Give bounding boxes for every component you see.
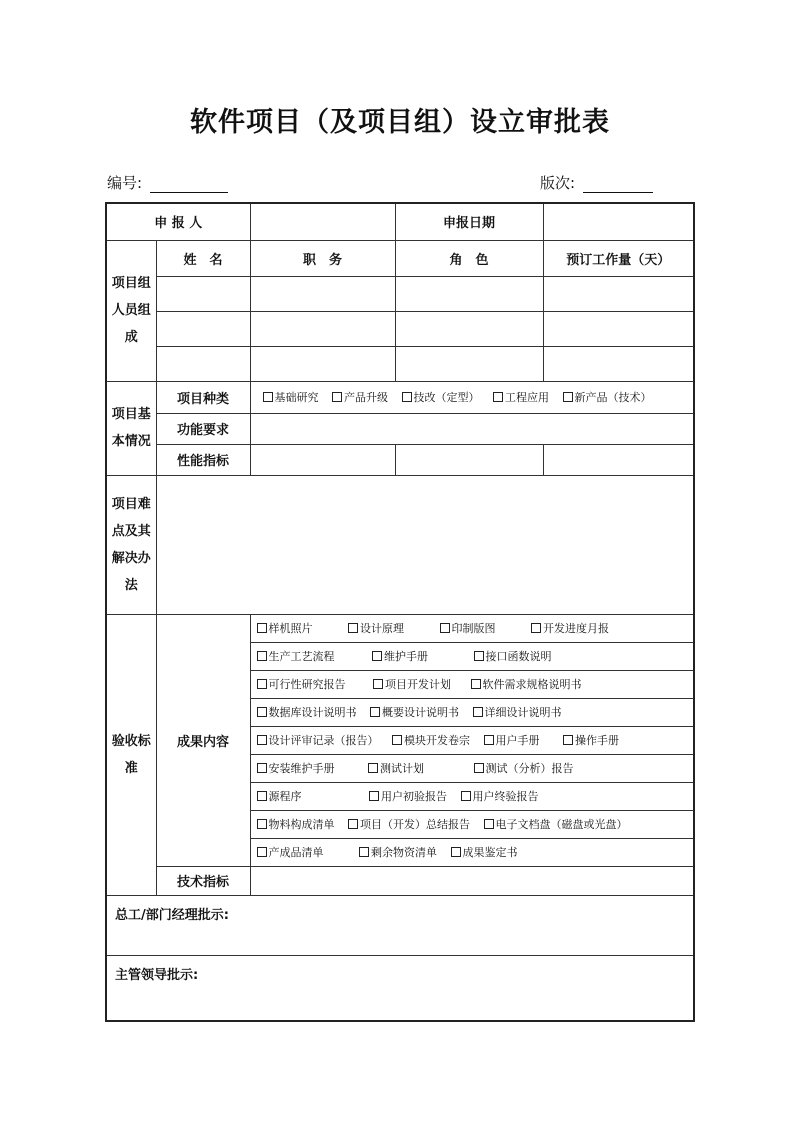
member-name-cell[interactable] xyxy=(156,276,250,311)
member-role-cell[interactable] xyxy=(395,346,543,381)
checkbox-icon xyxy=(263,392,273,402)
col-title-header: 职 务 xyxy=(250,240,395,276)
checkbox-icon xyxy=(257,735,267,745)
results-items xyxy=(250,810,694,838)
checkbox-icon xyxy=(451,847,461,857)
checkbox-item[interactable]: 项目（开发）总结报告 xyxy=(348,818,470,831)
checkbox-item[interactable]: 详细设计说明书 xyxy=(473,706,562,719)
version-field xyxy=(540,172,653,193)
checkbox-item[interactable]: 模块开发卷宗 xyxy=(392,734,470,747)
members-section-label: 项目组人员组成 xyxy=(106,240,156,381)
checkbox-icon xyxy=(257,791,267,801)
option-tech-improve[interactable]: 技改（定型） xyxy=(402,391,480,404)
checkbox-item[interactable]: 电子文档盘（磁盘或光盘） xyxy=(484,818,628,831)
performance-cell[interactable] xyxy=(395,444,543,475)
number-blank[interactable] xyxy=(150,176,228,193)
difficulty-label: 项目难点及其解决办法 xyxy=(106,475,156,614)
checkbox-icon xyxy=(493,392,503,402)
table-row xyxy=(106,311,694,346)
function-label: 功能要求 xyxy=(156,413,250,444)
checkbox-item[interactable]: 印制版图 xyxy=(440,622,496,635)
checkbox-item[interactable]: 样机照片 xyxy=(257,622,313,635)
checkbox-item[interactable]: 可行性研究报告 xyxy=(257,678,346,691)
col-role-header: 角 色 xyxy=(395,240,543,276)
results-items xyxy=(250,698,694,726)
applicant-row xyxy=(106,203,694,240)
checkbox-item[interactable]: 用户终验报告 xyxy=(461,790,539,803)
member-title-cell[interactable] xyxy=(250,311,395,346)
tech-label: 技术指标 xyxy=(156,866,250,895)
basic-section-label: 项目基本情况 xyxy=(106,381,156,475)
checkbox-item[interactable]: 设计原理 xyxy=(348,622,404,635)
project-type-label: 项目种类 xyxy=(156,381,250,413)
checkbox-item[interactable]: 概要设计说明书 xyxy=(370,706,459,719)
results-items xyxy=(250,614,694,642)
results-items xyxy=(250,838,694,866)
checkbox-icon xyxy=(257,707,267,717)
checkbox-icon xyxy=(402,392,412,402)
applicant-label: 申 报 人 xyxy=(106,203,250,240)
checkbox-icon xyxy=(531,623,541,633)
checkbox-item[interactable]: 测试计划 xyxy=(368,762,424,775)
checkbox-icon xyxy=(461,791,471,801)
option-product-upgrade[interactable]: 产品升级 xyxy=(332,391,388,404)
col-workload-header: 预订工作量（天） xyxy=(543,240,694,276)
checkbox-item[interactable]: 用户手册 xyxy=(484,734,540,747)
checkbox-icon xyxy=(471,679,481,689)
checkbox-icon xyxy=(257,819,267,829)
results-items xyxy=(250,642,694,670)
checkbox-item[interactable]: 维护手册 xyxy=(372,650,428,663)
checkbox-item[interactable]: 项目开发计划 xyxy=(373,678,451,691)
checkbox-icon xyxy=(484,735,494,745)
chief-engineer-comment[interactable] xyxy=(106,895,694,955)
checkbox-item[interactable]: 剩余物资清单 xyxy=(359,846,437,859)
member-workload-cell[interactable] xyxy=(543,276,694,311)
tech-row xyxy=(106,866,694,895)
checkbox-item[interactable]: 测试（分析）报告 xyxy=(474,762,574,775)
member-role-cell[interactable] xyxy=(395,276,543,311)
checkbox-icon xyxy=(373,679,383,689)
checkbox-icon xyxy=(257,623,267,633)
performance-cell[interactable] xyxy=(543,444,694,475)
page-title: 软件项目（及项目组）设立审批表 xyxy=(190,107,610,138)
results-label: 成果内容 xyxy=(156,614,250,866)
checkbox-item[interactable]: 开发进度月报 xyxy=(531,622,609,635)
member-workload-cell[interactable] xyxy=(543,346,694,381)
checkbox-item[interactable]: 源程序 xyxy=(257,790,302,803)
checkbox-icon xyxy=(348,819,358,829)
option-basic-research[interactable]: 基础研究 xyxy=(263,391,319,404)
member-title-cell[interactable] xyxy=(250,276,395,311)
difficulty-row xyxy=(106,475,694,614)
date-value[interactable] xyxy=(543,203,694,240)
table-row xyxy=(106,276,694,311)
checkbox-item[interactable]: 成果鉴定书 xyxy=(451,846,518,859)
performance-row xyxy=(106,444,694,475)
checkbox-icon xyxy=(372,651,382,661)
checkbox-icon xyxy=(484,819,494,829)
checkbox-icon xyxy=(440,623,450,633)
date-label: 申报日期 xyxy=(395,203,543,240)
version-label: 版次: xyxy=(540,174,576,192)
applicant-value[interactable] xyxy=(250,203,395,240)
performance-label: 性能指标 xyxy=(156,444,250,475)
checkbox-icon xyxy=(257,847,267,857)
function-value[interactable] xyxy=(250,413,694,444)
member-name-cell[interactable] xyxy=(156,311,250,346)
results-items xyxy=(250,670,694,698)
checkbox-icon xyxy=(474,763,484,773)
project-type-options xyxy=(250,381,694,413)
number-label: 编号: xyxy=(107,174,143,192)
member-name-cell[interactable] xyxy=(156,346,250,381)
checkbox-icon xyxy=(473,707,483,717)
checkbox-icon xyxy=(563,735,573,745)
members-header-row xyxy=(106,240,694,276)
checkbox-icon xyxy=(392,735,402,745)
checkbox-item[interactable]: 软件需求规格说明书 xyxy=(471,678,582,691)
checkbox-item[interactable]: 设计评审记录（报告） xyxy=(257,734,379,747)
checkbox-item[interactable]: 物料构成清单 xyxy=(257,818,335,831)
member-workload-cell[interactable] xyxy=(543,311,694,346)
results-items xyxy=(250,754,694,782)
version-blank[interactable] xyxy=(583,176,653,193)
checkbox-item[interactable]: 安装维护手册 xyxy=(257,762,335,775)
tech-value[interactable] xyxy=(250,866,694,895)
leader-comment[interactable] xyxy=(106,955,694,1021)
option-engineering[interactable]: 工程应用 xyxy=(493,391,549,404)
performance-cell[interactable] xyxy=(250,444,395,475)
checkbox-item[interactable]: 接口函数说明 xyxy=(474,650,552,663)
checkbox-icon xyxy=(370,707,380,717)
checkbox-item[interactable]: 生产工艺流程 xyxy=(257,650,335,663)
checkbox-icon xyxy=(368,763,378,773)
project-type-row xyxy=(106,381,694,413)
checkbox-icon xyxy=(257,679,267,689)
checkbox-icon xyxy=(359,847,369,857)
member-role-cell[interactable] xyxy=(395,311,543,346)
checkbox-icon xyxy=(348,623,358,633)
results-items xyxy=(250,782,694,810)
checkbox-icon xyxy=(563,392,573,402)
checkbox-icon xyxy=(332,392,342,402)
approval-table xyxy=(105,202,695,1022)
checkbox-icon xyxy=(474,651,484,661)
member-title-cell[interactable] xyxy=(250,346,395,381)
checkbox-icon xyxy=(369,791,379,801)
chief-engineer-row xyxy=(106,895,694,955)
difficulty-value[interactable] xyxy=(156,475,694,614)
function-row xyxy=(106,413,694,444)
checkbox-icon xyxy=(257,651,267,661)
checkbox-item[interactable]: 操作手册 xyxy=(563,734,619,747)
acceptance-section-label: 验收标准 xyxy=(106,614,156,895)
results-items xyxy=(250,726,694,754)
col-name-header: 姓 名 xyxy=(156,240,250,276)
option-new-product[interactable]: 新产品（技术） xyxy=(563,391,652,404)
checkbox-icon xyxy=(257,763,267,773)
number-field xyxy=(107,172,228,193)
leader-row xyxy=(106,955,694,1021)
results-row xyxy=(106,614,694,642)
checkbox-item[interactable]: 用户初验报告 xyxy=(369,790,447,803)
chief-engineer-label: 总工/部门经理批示: xyxy=(115,907,229,923)
checkbox-item[interactable]: 数据库设计说明书 xyxy=(257,706,357,719)
leader-label: 主管领导批示: xyxy=(115,967,199,983)
checkbox-item[interactable]: 产成品清单 xyxy=(257,846,324,859)
table-row xyxy=(106,346,694,381)
